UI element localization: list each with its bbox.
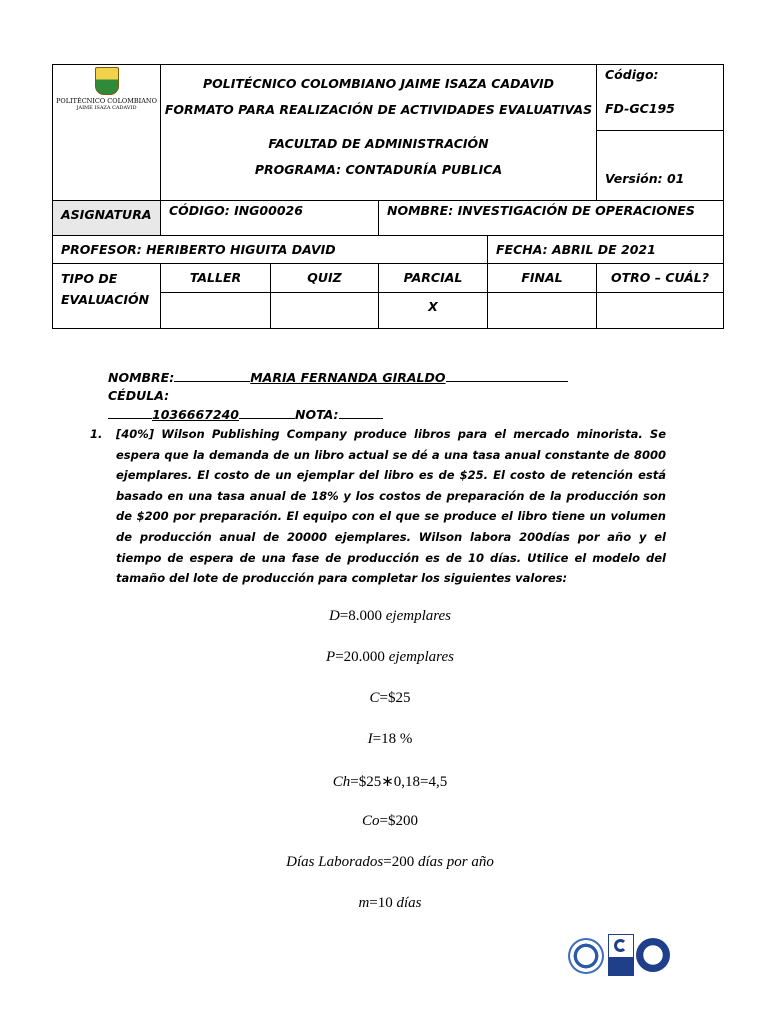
logo-cell [53,65,161,201]
format-title: FORMATO PARA REALIZACIÓN DE ACTIVIDADES EVALUATIVAS [164,102,593,117]
equation-unit: ejemplares [384,649,454,665]
eval-type-cell [53,264,161,329]
subject-code: CÓDIGO: ING00026 [161,201,379,236]
eval-option-quiz: QUIZ [271,264,379,293]
certification-badges [568,934,670,978]
code-value: FD-GC195 [605,101,675,116]
equation-rhs: =$25 [379,690,411,706]
equation-1 [200,608,580,625]
date-cell: FECHA: ABRIL DE 2021 [488,236,724,264]
eval-option-otro: OTRO – CUÁL? [597,264,724,293]
program-title: PROGRAMA: CONTADURÍA PUBLICA [254,162,503,177]
equation-lhs: Ch [332,774,351,790]
equation-3 [200,690,580,707]
eval-mark-taller[interactable] [161,293,271,329]
eval-mark-otro[interactable] [597,293,724,329]
icontec-icon [608,934,634,976]
eval-mark-final[interactable] [488,293,597,329]
equation-2 [200,649,580,666]
equation-5 [200,772,580,791]
grade-label: NOTA: [294,407,339,422]
name-value[interactable]: MARIA FERNANDA GIRALDO [250,370,446,385]
iso-certification-icon [568,938,604,974]
equation-lhs: Días Laborados [286,854,384,870]
grade-field[interactable] [339,405,383,419]
eval-mark-quiz[interactable] [271,293,379,329]
logo-name: POLITÉCNICO COLOMBIANO [56,97,157,105]
equation-lhs: m [358,895,370,911]
eval-mark-parcial[interactable]: X [379,293,488,329]
eval-option-taller: TALLER [161,264,271,293]
equation-4 [200,731,580,748]
header-table [52,64,724,329]
institution-title: POLITÉCNICO COLOMBIANO JAIME ISAZA CADAVID [202,76,555,91]
equation-7 [200,854,580,871]
equation-rhs: =8.000 [339,608,383,624]
eval-option-final: FINAL [488,264,597,293]
equation-6 [200,813,580,830]
equation-rhs: =$200 [379,813,418,829]
logo-sub: JAIME ISAZA CADAVID [76,105,137,111]
equation-lhs: P [326,649,336,665]
subject-label: ASIGNATURA [53,201,161,236]
equation-unit: días por año [414,854,494,870]
equation-unit: ejemplares [382,608,452,624]
equation-unit: días [392,895,422,911]
faculty-title: FACULTAD DE ADMINISTRACIÓN [268,136,489,151]
equation-lhs: I [367,731,373,747]
equation-lhs: D [328,608,340,624]
code-label: Código: [605,67,659,82]
eval-type-line1: TIPO DE [61,271,118,286]
question-number: 1. [90,427,103,441]
subject-name: NOMBRE: INVESTIGACIÓN DE OPERACIONES [379,201,724,236]
id-label: CÉDULA: [108,388,170,403]
question-text: [40%] Wilson Publishing Company produce libros para el mercado minorista. Se espera que la demanda de un libro actual se dé a una tasa anual constante de 8000 ejemplares. El costo de un ejemplar del libro es de $25. El costo de retención está basado en una tasa anual de 18% y los costos de preparación de la producción son de $200 por preparación. El equipo con el que se produce el libro tiene un volumen de producción anual de 20000 ejemplares. Wilson labora 200días por año y el tiempo de espera de una fase de producción es de 10 días. Utilice el modelo del tamaño del lote de producción para completar los siguientes valores: [116,427,666,586]
name-label: NOMBRE: [108,370,175,385]
equation-lhs: C [369,690,380,706]
id-value[interactable]: 1036667240 [152,407,239,422]
equation-rhs: =18 % [372,731,413,747]
student-info [108,368,628,424]
code-cell [597,65,724,201]
version-label: Versión: 01 [605,171,685,186]
equation-rhs: =10 [369,895,393,911]
equation-rhs: =$25∗0,18=4,5 [350,774,448,790]
title-cell [161,65,597,201]
eval-type-line2: EVALUACIÓN [61,292,150,307]
iqnet-icon [636,938,670,972]
equation-rhs: =20.000 [335,649,385,665]
equation-lhs: Co [362,813,380,829]
institution-logo [95,67,119,95]
question-1 [88,424,666,589]
eval-option-parcial: PARCIAL [379,264,488,293]
equation-8 [200,895,580,912]
teacher-cell: PROFESOR: HERIBERTO HIGUITA DAVID [53,236,488,264]
equation-rhs: =200 [383,854,415,870]
